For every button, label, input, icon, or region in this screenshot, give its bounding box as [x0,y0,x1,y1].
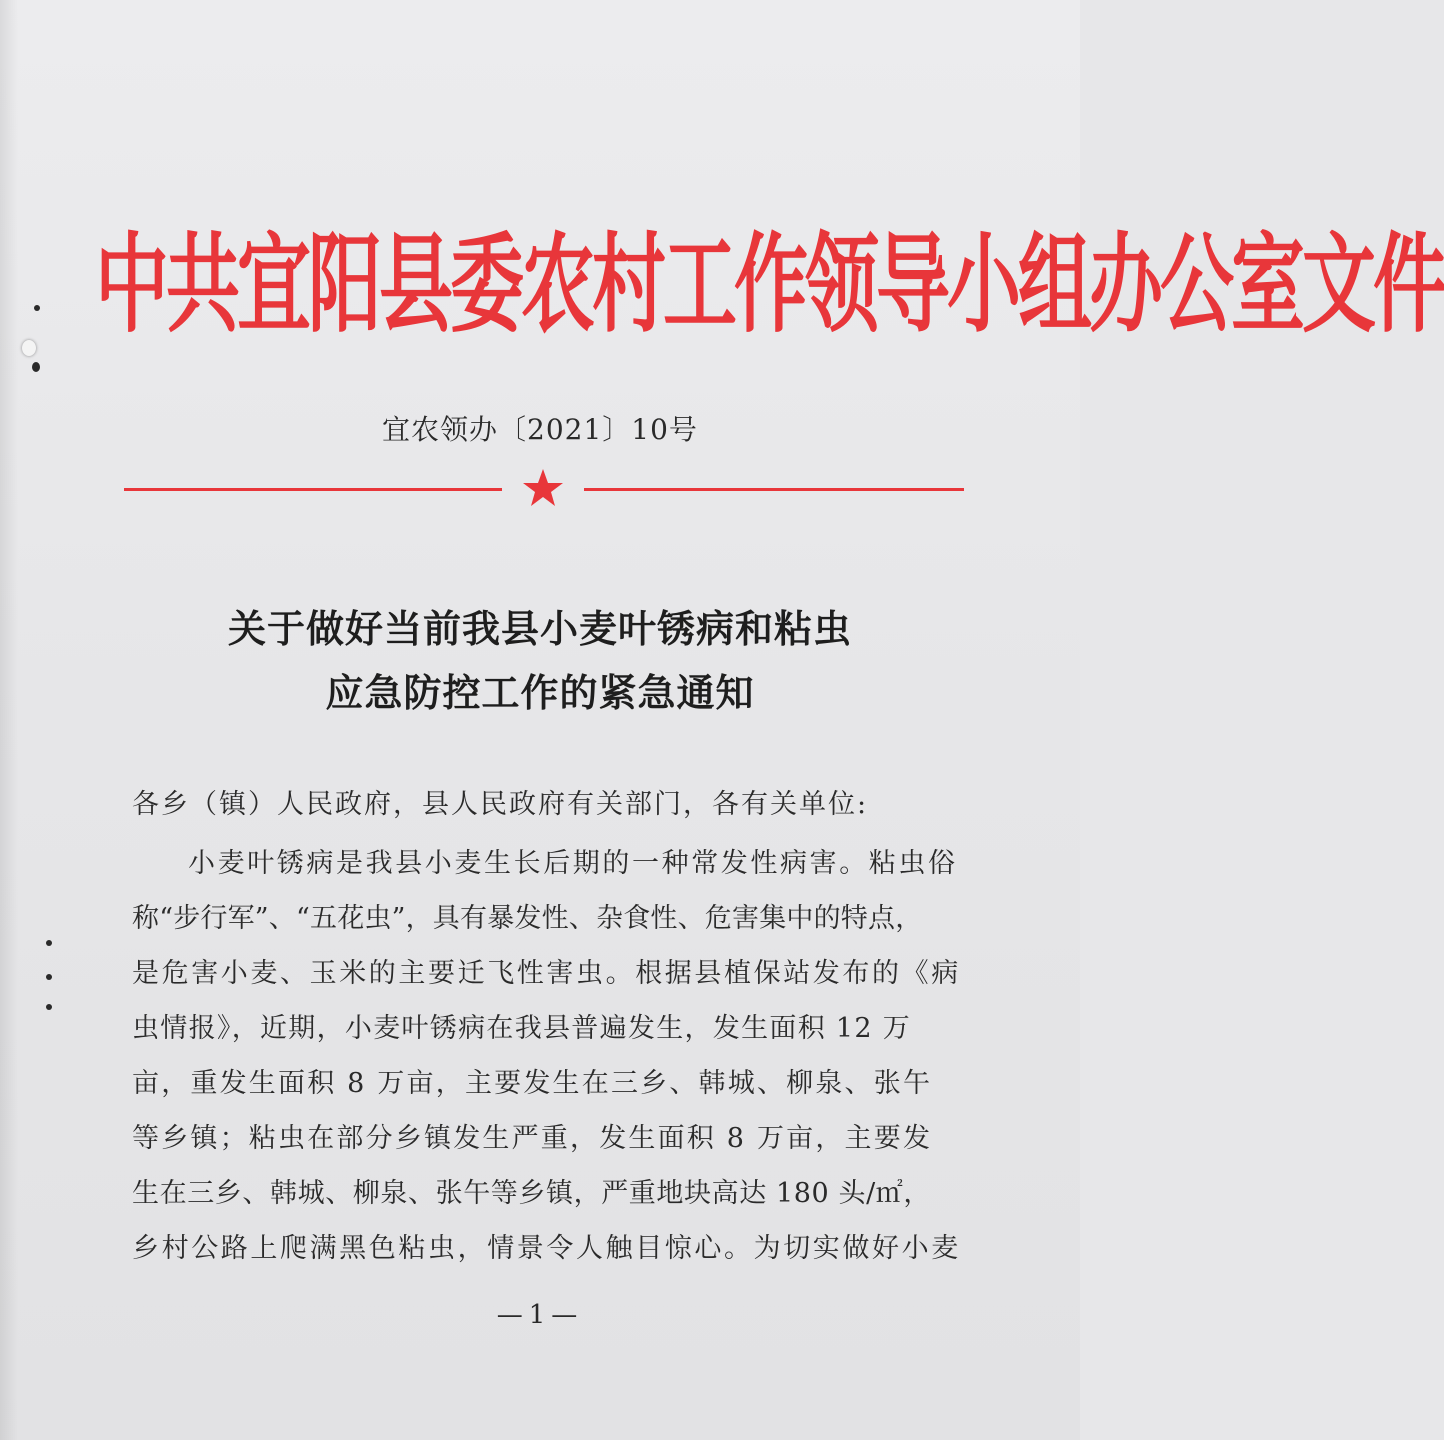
body-line: 亩，重发生面积 8 万亩，主要发生在三乡、韩城、柳泉、张午 [132,1068,933,1099]
red-divider-right [584,488,964,491]
page-edge-shadow [0,0,18,1440]
punch-mark [46,1004,52,1010]
punch-mark [22,340,36,356]
body-line: 虫情报》，近期，小麦叶锈病在我县普遍发生，发生面积 12 万 [132,1013,912,1044]
notice-title-line1: 关于做好当前我县小麦叶锈病和粘虫 [227,606,852,651]
punch-mark [46,940,52,946]
body-line: 乡村公路上爬满黑色粘虫，情景令人触目惊心。为切实做好小麦 [132,1233,961,1264]
red-star-icon [521,466,565,510]
body-line: 称“步行军”、“五花虫”，具有暴发性、杂食性、危害集中的特点， [132,903,923,934]
body-line: 生在三乡、韩城、柳泉、张午等乡镇，严重地块高达 180 头/㎡， [132,1178,931,1209]
notice-title-line2: 应急防控工作的紧急通知 [325,670,755,715]
body-line: 等乡镇；粘虫在部分乡镇发生严重，发生面积 8 万亩，主要发 [132,1123,933,1154]
page-number: —1— [496,1300,584,1330]
salutation: 各乡（镇）人民政府，县人民政府有关部门，各有关单位: [132,789,869,820]
punch-mark [34,305,40,311]
punch-mark [32,362,40,372]
punch-mark [46,974,52,980]
red-divider-left [124,488,502,491]
body-line: 是危害小麦、玉米的主要迁飞性害虫。根据县植保站发布的《病 [132,958,961,989]
document-header-title: 中共宜阳县委农村工作领导小组办公室文件 [95,222,1444,348]
body-line: 小麦叶锈病是我县小麦生长后期的一种常发性病害。粘虫俗 [188,848,958,879]
document-number: 宜农领办〔2021〕10号 [382,413,698,446]
